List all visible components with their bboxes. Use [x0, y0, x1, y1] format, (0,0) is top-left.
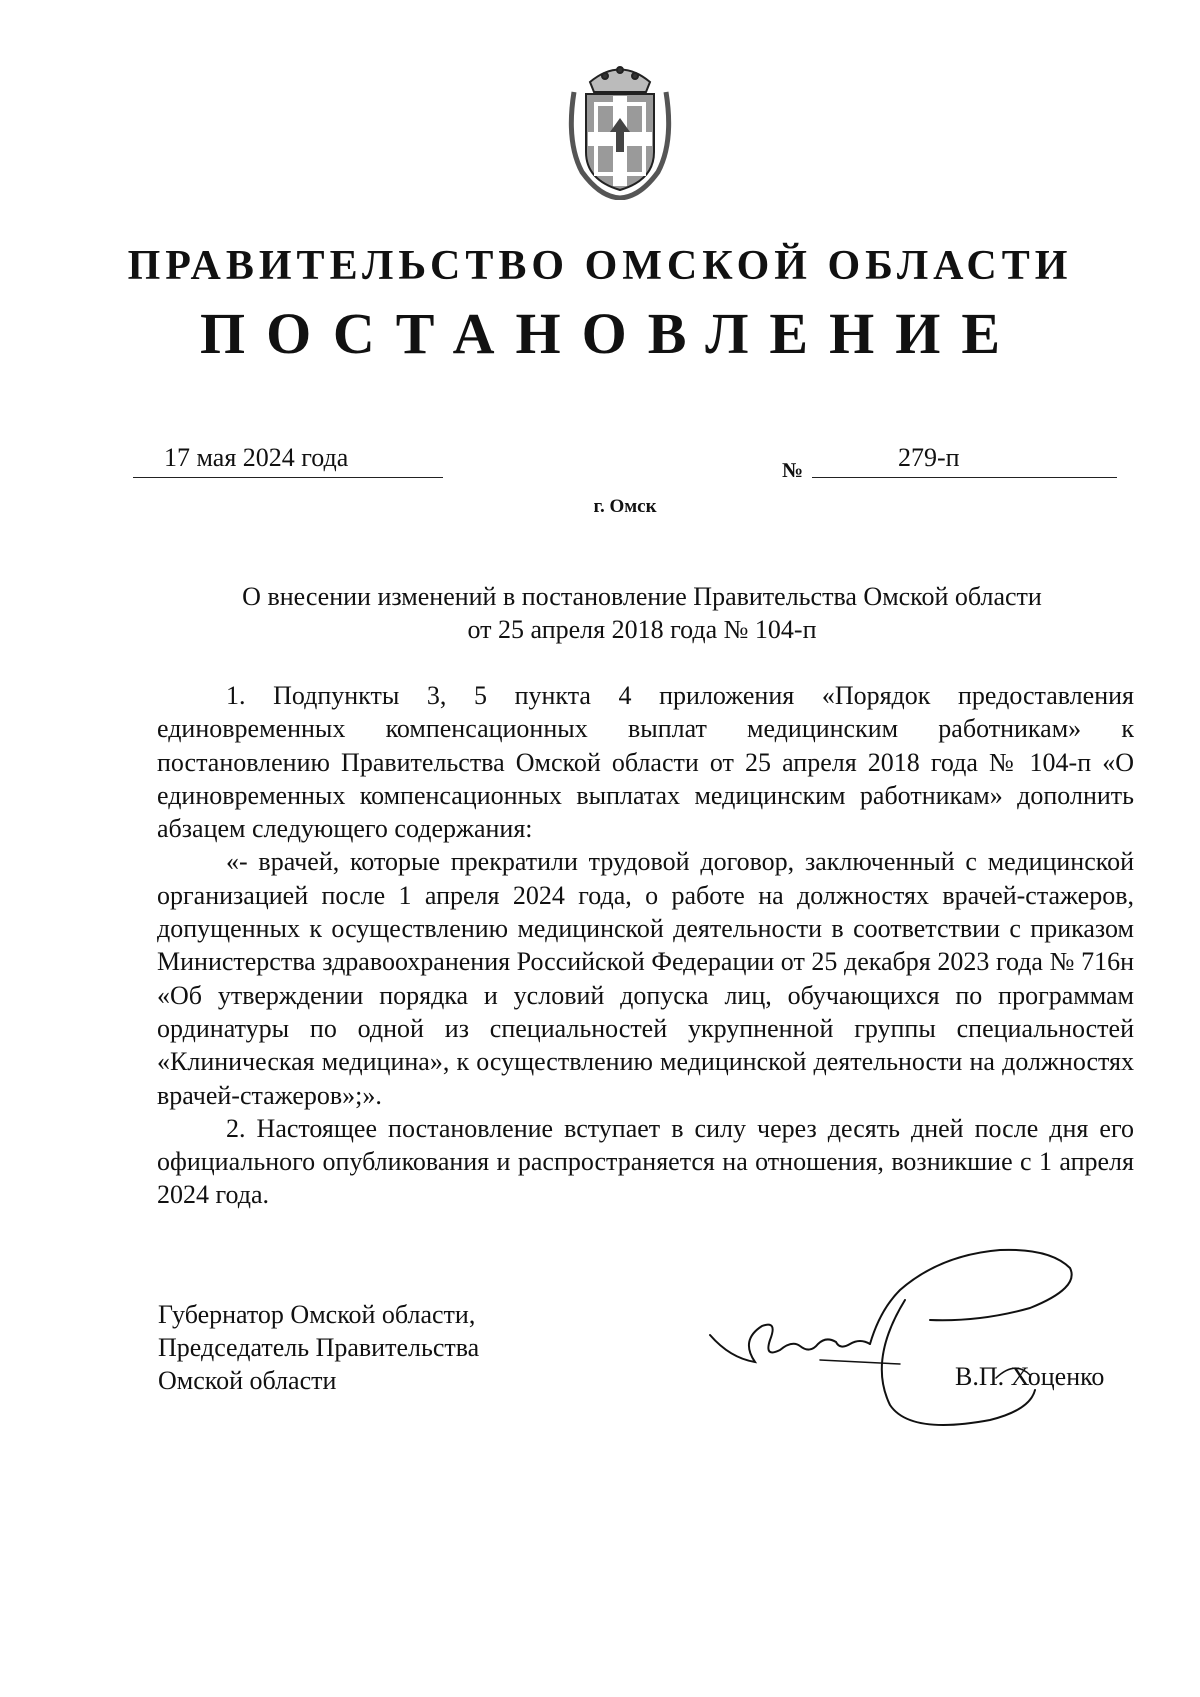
title-line-2: от 25 апреля 2018 года № 104-п	[467, 615, 817, 644]
signer-position-line-3: Омской области	[158, 1366, 337, 1395]
signer-position	[158, 1298, 479, 1397]
document-type-heading: ПОСТАНОВЛЕНИЕ	[199, 301, 1022, 366]
signer-name: В.П. Хоценко	[955, 1362, 1105, 1391]
city-label: г. Омск	[593, 496, 657, 517]
number-underline	[812, 443, 1117, 478]
organization-heading: ПРАВИТЕЛЬСТВО ОМСКОЙ ОБЛАСТИ	[127, 243, 1073, 289]
document-number: 279-п	[898, 443, 960, 472]
document-title	[150, 580, 1134, 646]
coat-of-arms-icon	[560, 52, 680, 200]
document-body	[157, 679, 1134, 1212]
document-date: 17 мая 2024 года	[164, 443, 349, 472]
signer-position-line-2: Председатель Правительства	[158, 1333, 480, 1362]
signer-position-line-1: Губернатор Омской области,	[158, 1300, 476, 1329]
handwritten-signature	[700, 1240, 1130, 1440]
paragraph-1: 1. Подпункты 3, 5 пункта 4 приложения «Порядок предоставления единовременных компенсационных выплат медицинским работникам» к постановлению Правительства Омской области от 25 апреля 2018 года № 104-п «О единовременных компенсационных выплатах медицинским работникам» дополнить абзацем следующего содержания:	[157, 681, 1134, 844]
paragraph-2: «- врачей, которые прекратили трудовой договор, заключенный с медицинской организацией после 1 апреля 2024 года, о работе на должностях врачей-стажеров, допущенных к осуществлению медицинской деятельности в соответствии с приказом Министерства здравоохранения Российской Федерации от 25 декабря 2023 года № 716н «Об утверждении порядка и условий допуска лиц, обучающихся по программам ординатуры по одной из специальностей укрупненной группы специальностей «Клиническая медицина», к осуществлению медицинской деятельности на должностях врачей-стажеров»;».	[157, 847, 1134, 1110]
number-sign: №	[782, 458, 804, 482]
title-line-1: О внесении изменений в постановление Правительства Омской области	[242, 582, 1042, 611]
paragraph-3: 2. Настоящее постановление вступает в силу через десять дней после дня его официального опубликования и распространяется на отношения, возникшие с 1 апреля 2024 года.	[157, 1113, 1134, 1210]
